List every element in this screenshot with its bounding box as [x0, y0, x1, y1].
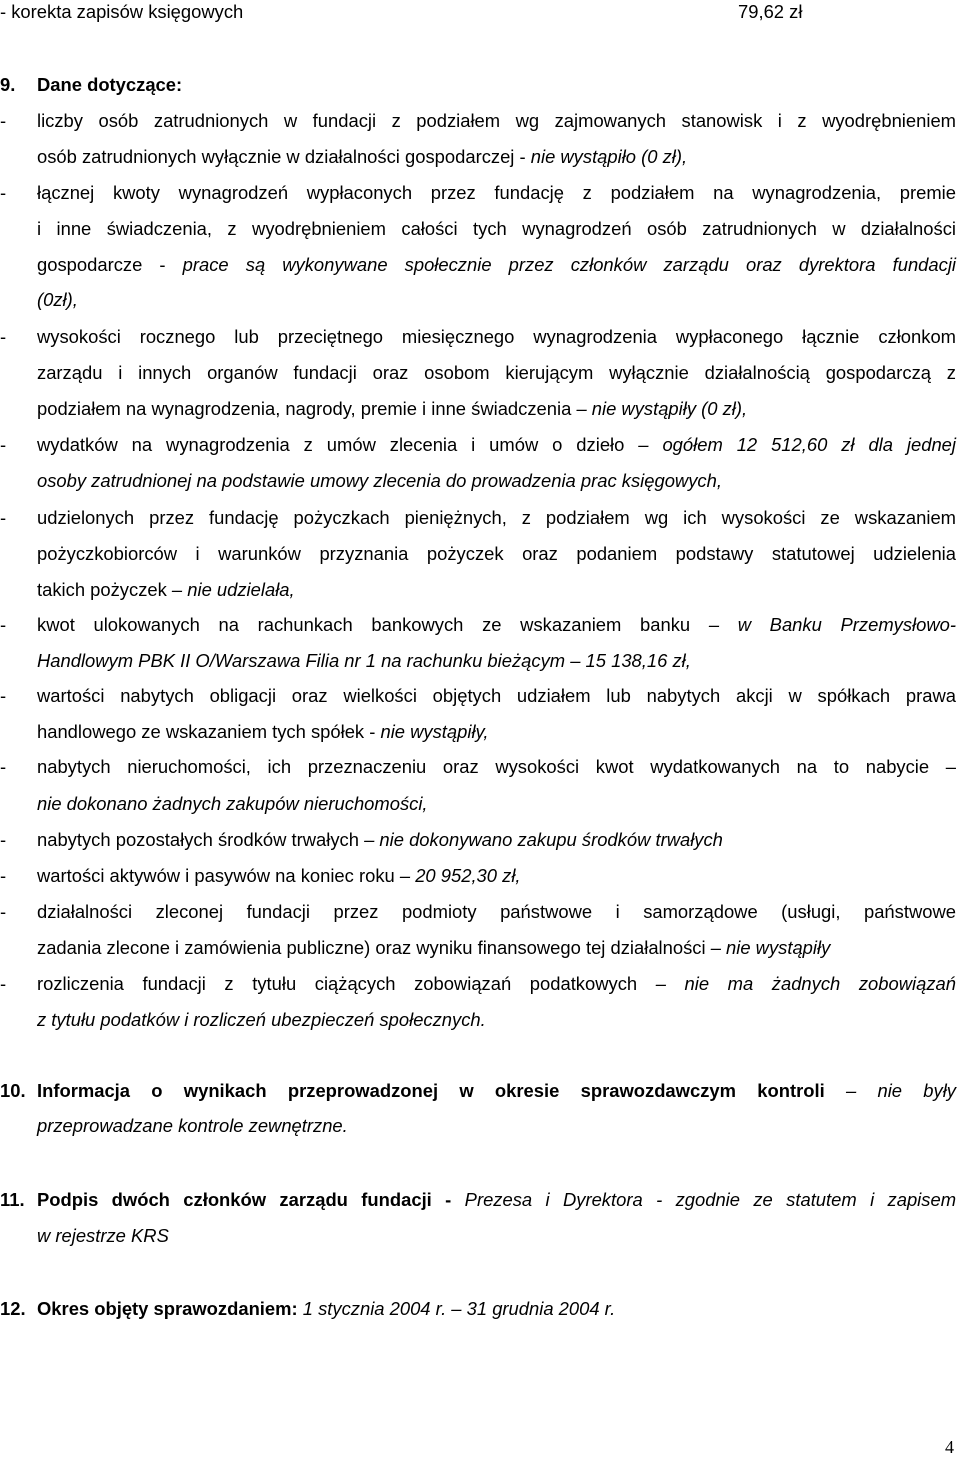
list-item-italic: nie wystąpiło (0 zł), — [530, 146, 688, 167]
list-bullet-dash: - — [0, 901, 7, 922]
list-item-italic: nie dokonano żadnych zakupów nieruchomości, — [37, 793, 428, 814]
list-item-text — [37, 649, 956, 673]
list-item-plain: i inne świadczenia, z wyodrębnieniem całości tych wynagrodzeń osób zatrudnionych w działalności — [37, 218, 956, 239]
list-item-plain: podziałem na wynagrodzenia, nagrody, premie i inne świadczenia — [37, 398, 577, 419]
section-11-line-1 — [37, 1188, 956, 1212]
section-11-bold: Podpis dwóch członków zarządu fundacji - — [37, 1189, 465, 1210]
list-item-text — [37, 469, 956, 493]
list-item-text — [37, 433, 956, 457]
list-item-text — [37, 542, 956, 566]
list-item-italic: – ogółem 12 512,60 zł dla jednej — [638, 434, 956, 455]
list-item-text — [37, 397, 956, 421]
section-number: 10. — [0, 1080, 26, 1101]
list-item-italic: Handlowym PBK II O/Warszawa Filia nr 1 na rachunku bieżącym – 15 138,16 zł, — [37, 650, 691, 671]
list-item-italic: – nie dokonywano zakupu środków trwałych — [364, 829, 723, 850]
list-item-italic: (0zł), — [37, 289, 78, 310]
section-10-italic-1: – nie były — [824, 1080, 956, 1101]
section-number: 9. — [0, 74, 16, 95]
list-item-text — [37, 972, 956, 996]
list-item-text — [37, 361, 956, 385]
top-line-amount: 79,62 zł — [738, 1, 803, 22]
list-item-italic: – 20 952,30 zł, — [399, 865, 521, 886]
section-12-line — [37, 1297, 956, 1321]
list-bullet-dash: - — [0, 865, 7, 886]
section-number: 11. — [0, 1189, 25, 1210]
list-item-text — [37, 145, 956, 169]
list-item-plain: gospodarcze - — [37, 254, 183, 275]
list-item-plain: osób zatrudnionych wyłącznie w działalności gospodarczej - — [37, 146, 531, 167]
list-item-text — [37, 720, 956, 744]
list-item-text — [37, 506, 956, 530]
list-item-plain: wartości aktywów i pasywów na koniec roku — [37, 865, 400, 886]
top-line-label: - korekta zapisów księgowych — [0, 1, 244, 22]
list-bullet-dash: - — [0, 182, 7, 203]
list-item-italic: – w Banku Przemysłowo- — [708, 614, 956, 635]
list-item-plain: łącznej kwoty wynagrodzeń wypłaconych przez fundację z podziałem na wynagrodzenia, premie — [37, 182, 956, 203]
section-10-line-1 — [37, 1079, 956, 1103]
section-heading: Dane dotyczące: — [37, 74, 183, 95]
list-item-plain: rozliczenia fundacji z tytułu ciążących zobowiązań podatkowych — [37, 973, 656, 994]
section-11-italic-2: w rejestrze KRS — [37, 1225, 169, 1246]
list-bullet-dash: - — [0, 756, 7, 777]
list-bullet-dash: - — [0, 973, 7, 994]
list-item-text — [37, 828, 956, 852]
list-item-text — [37, 181, 956, 205]
list-bullet-dash: - — [0, 507, 7, 528]
list-item-plain: zadania zlecone i zamówienia publiczne) oraz wyniku finansowego tej działalności — [37, 937, 711, 958]
list-item-text — [37, 936, 956, 960]
list-item-italic: – nie ma żadnych zobowiązań — [655, 973, 956, 994]
list-item-italic: osoby zatrudnionej na podstawie umowy zlecenia do prowadzenia prac księgowych, — [37, 470, 722, 491]
section-12-italic: 1 stycznia 2004 r. – 31 grudnia 2004 r. — [302, 1298, 616, 1319]
list-bullet-dash: - — [0, 685, 7, 706]
list-item-italic: nie wystąpiły, — [380, 721, 489, 742]
list-item-text — [37, 109, 956, 133]
list-bullet-dash: - — [0, 829, 7, 850]
list-item-italic: z tytułu podatków i rozliczeń ubezpieczeń społecznych. — [37, 1009, 486, 1030]
page-number: 4 — [945, 1437, 954, 1457]
list-item-text — [37, 792, 956, 816]
list-item-plain: pożyczkobiorców i warunków przyznania pożyczek oraz podaniem podstawy statutowej udzielenia — [37, 543, 956, 564]
list-item-plain: działalności zleconej fundacji przez podmioty państwowe i samorządowe (usługi, państwowe — [37, 901, 956, 922]
list-item-text — [37, 253, 956, 277]
list-item-text — [37, 864, 956, 888]
list-item-text — [37, 288, 956, 312]
section-10-bold: Informacja o wynikach przeprowadzonej w okresie sprawozdawczym kontroli — [37, 1080, 825, 1101]
list-item-plain: liczby osób zatrudnionych w fundacji z podziałem wg zajmowanych stanowisk i z wyodrębnieniem — [37, 110, 956, 131]
list-item-italic: prace są wykonywane społecznie przez członków zarządu oraz dyrektora fundacji — [182, 254, 956, 275]
list-item-plain: wartości nabytych obligacji oraz wielkości objętych udziałem lub nabytych akcji w spółkach prawa — [37, 685, 956, 706]
list-item-text — [37, 217, 956, 241]
section-10-italic-2: przeprowadzane kontrole zewnętrzne. — [37, 1115, 348, 1136]
list-item-plain: wysokości rocznego lub przeciętnego miesięcznego wynagrodzenia wypłaconego łącznie członkom — [37, 326, 956, 347]
list-item-text — [37, 900, 956, 924]
list-bullet-dash: - — [0, 614, 7, 635]
list-item-plain: nabytych nieruchomości, ich przeznaczeniu oraz wysokości kwot wydatkowanych na to nabycie – — [37, 756, 956, 777]
top-line — [0, 0, 958, 24]
list-item-italic: – nie wystąpiły (0 zł), — [576, 398, 748, 419]
section-12-bold: Okres objęty sprawozdaniem: — [37, 1298, 303, 1319]
list-item-plain: kwot ulokowanych na rachunkach bankowych ze wskazaniem banku — [37, 614, 709, 635]
list-item-text — [37, 325, 956, 349]
list-item-plain: udzielonych przez fundację pożyczkach pieniężnych, z podziałem wg ich wysokości ze wskazaniem — [37, 507, 956, 528]
list-item-text — [37, 578, 956, 602]
list-item-text — [37, 684, 956, 708]
list-item-italic: – nie udzielała, — [171, 579, 295, 600]
list-bullet-dash: - — [0, 326, 7, 347]
list-item-plain: zarządu i innych organów fundacji oraz osobom kierującym wyłącznie działalnością gospodarczą z — [37, 362, 956, 383]
list-item-plain: wydatków na wynagrodzenia z umów zlecenia i umów o dzieło — [37, 434, 639, 455]
list-item-plain: nabytych pozostałych środków trwałych — [37, 829, 365, 850]
list-item-text — [37, 613, 956, 637]
list-item-plain: handlowego ze wskazaniem tych spółek - — [37, 721, 381, 742]
list-item-plain: takich pożyczek — [37, 579, 172, 600]
list-bullet-dash: - — [0, 110, 7, 131]
list-item-italic: – nie wystąpiły — [710, 937, 831, 958]
section-number: 12. — [0, 1298, 26, 1319]
section-11-italic-1: Prezesa i Dyrektora - zgodnie ze statutem i zapisem — [464, 1189, 957, 1210]
list-bullet-dash: - — [0, 434, 7, 455]
list-item-text — [37, 755, 956, 779]
list-item-text — [37, 1008, 956, 1032]
